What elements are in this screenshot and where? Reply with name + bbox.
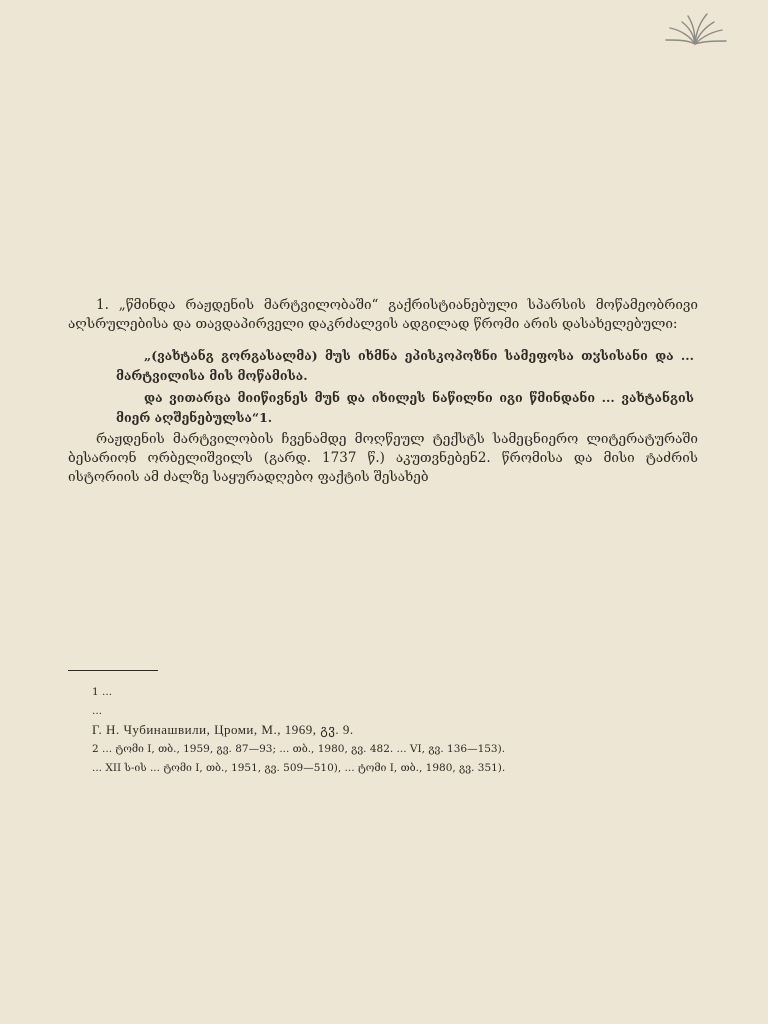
block-quote [116,346,694,428]
footnote-1: 1 ... [92,686,113,698]
paragraph-1: 1. „წმინდა რაჟდენის მარტვილობაში“ გაქრისტიანებული სპარსის მოწამეობრივი აღსრულებისა და თავდაპირველი დაკრძალვის ადგილად წრომი არის დასახელებული: [68,297,698,332]
article-body [68,296,698,487]
quote-paragraph-2: და ვითარცა მიიწივნეს მუნ და იხილეს ნაწილნი იგი წმინდანი ... ვახტანგის მიერ აღშენებულსა“1. [116,390,694,425]
quote-paragraph-1: „(ვახტანგ გორგასალმა) მუს იხმნა ეპისკოპოზნი სამეფოსა თჳსისანი და ... მარტვილისა მის მოწამისა. [116,348,694,383]
footnote-1-continuation: ... [92,705,103,717]
footnote-1-reference: Г. Н. Чубинашвили, Цроми, М., 1969, გვ. 9. [92,722,354,737]
footnote-2-continuation: ... XII ს-ის ... ტომი I, თბ., 1951, გვ. 509—510), ... ტომი I, თბ., 1980, გვ. 351). [92,762,506,774]
paragraph-2: რაჟდენის მარტვილობის ჩვენამდე მოღწეულ ტექსტს სამეცნიერო ლიტერატურაში ბესარიონ ორბელიშვილს (გარდ. 1737 წ.) აკუთვნებენ2. წრომისა და მისი ტაძრის ისტორიის ამ ძალზე საყურადღებო ფაქტის შესახებ [68,431,698,485]
sprouting-leaves-icon [660,10,730,48]
footnotes [68,684,698,779]
footnote-divider [68,670,158,671]
library-logo [640,10,750,48]
footnote-2: 2 ... ტომი I, თბ., 1959, გვ. 87—93; ... თბ., 1980, გვ. 482. ... VI, გვ. 136—153). [92,743,506,755]
